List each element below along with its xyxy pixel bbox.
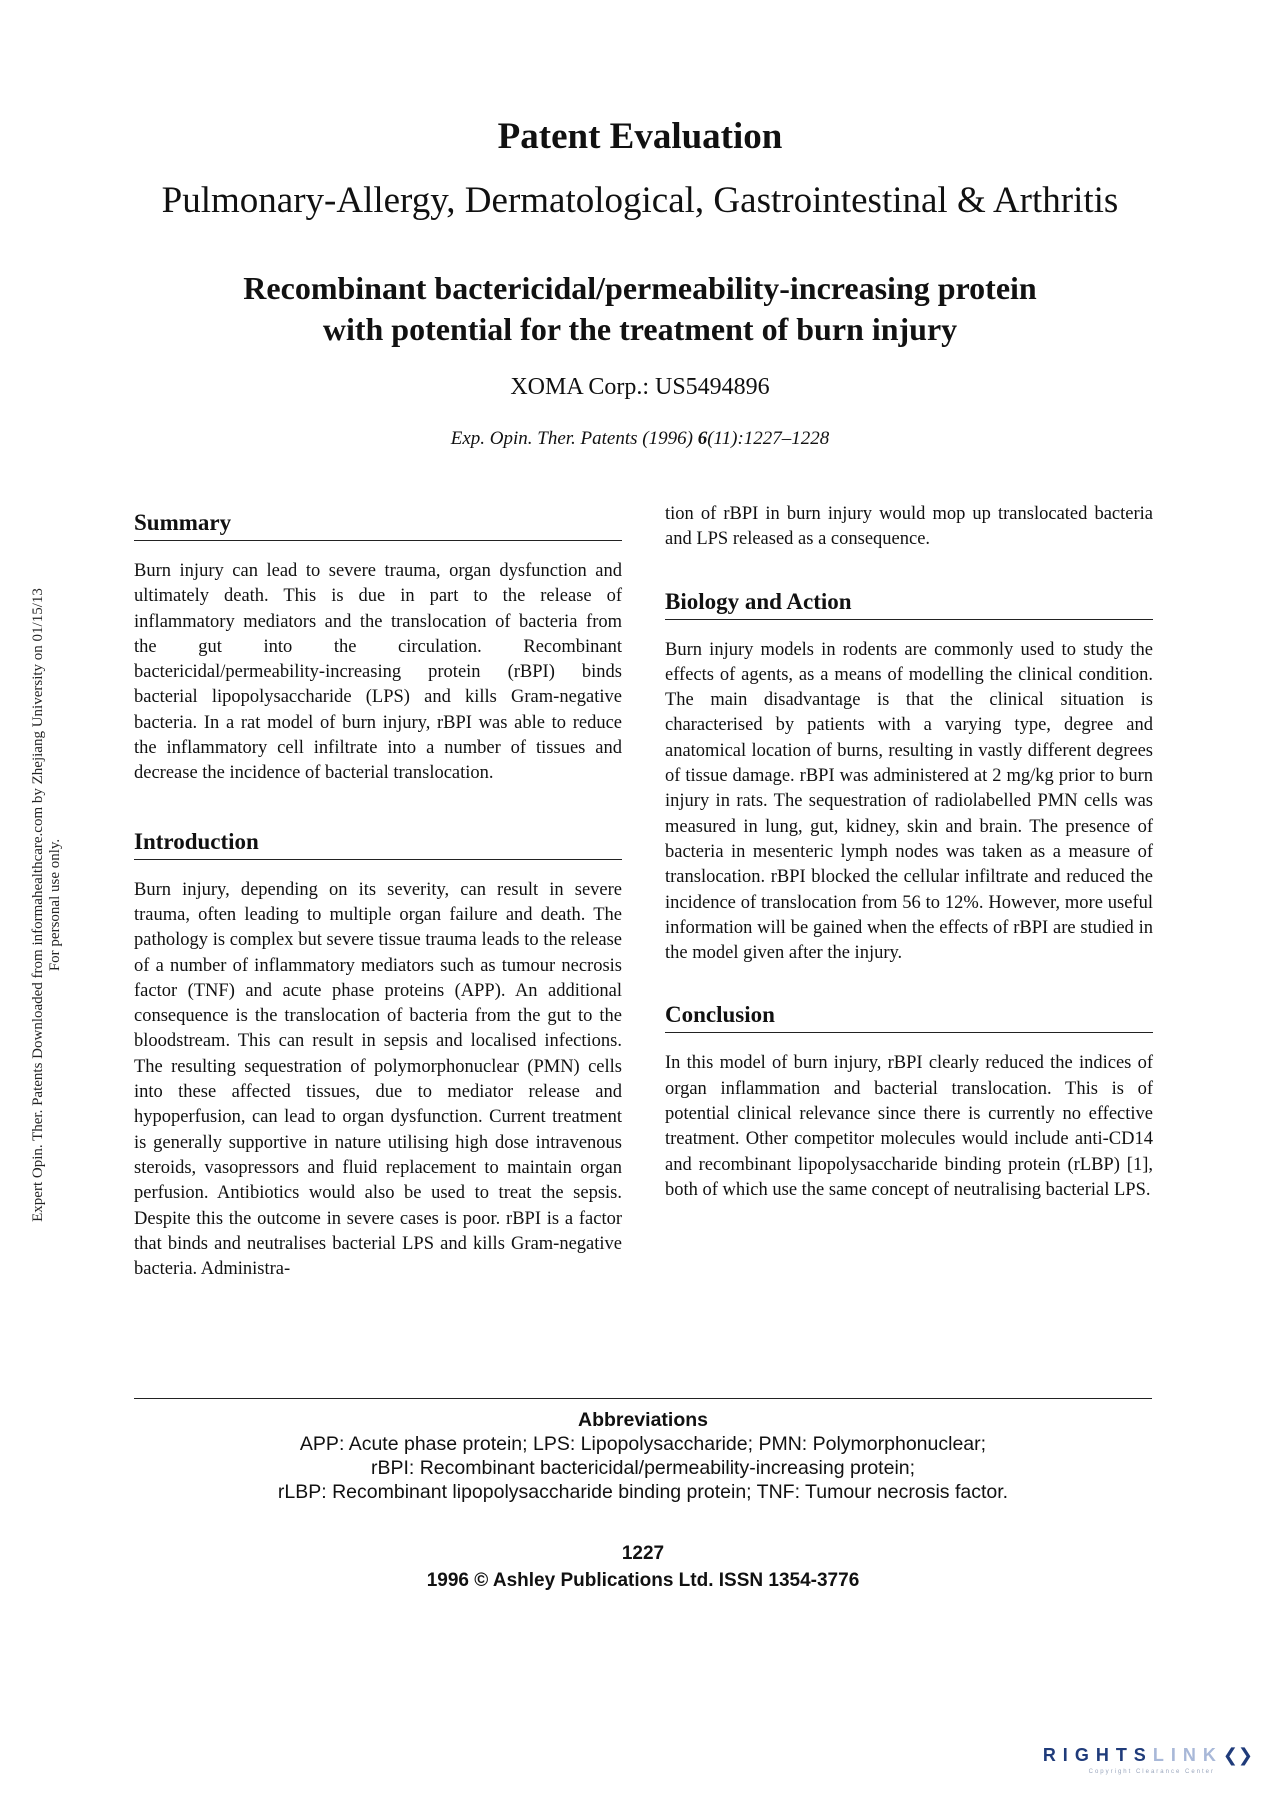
page-footer bbox=[134, 1540, 1152, 1594]
section-subtitle: Pulmonary-Allergy, Dermatological, Gastrointestinal & Arthritis bbox=[161, 180, 1119, 221]
conclusion-text: In this model of burn injury, rBPI clearly reduced the indices of organ inflammation and bacterial translocation. This is of potential clinical relevance since there is currently no effective treatment. Other competitor molecules would include anti-CD14 and recombinant lipopolysaccharide binding protein (rLBP) [1], both of which use the same concept of neutralising bacterial LPS. bbox=[665, 1053, 1153, 1200]
introduction-text: Burn injury, depending on its severity, can result in severe trauma, often leading to multiple organ failure and death. The pathology is complex but severe tissue trauma leads to the release of a number of inflammatory mediators such as tumour necrosis factor (TNF) and acute phase proteins (APP). An additional consequence is the translocation of bacteria from the gut to the bloodstream. This can result in sepsis and localised infections. The resulting sequestration of polymorphonuclear (PMN) cells into these affected tissues, due to mediator release and hypoperfusion, can lead to organ dysfunction. Current treatment is generally supportive in nature utilising high dose intravenous steroids, vasopressors and fluid replacement to maintain organ perfusion. Antibiotics would also be used to treat the sepsis. Despite this the outcome in severe cases is poor. rBPI is a factor that binds and neutralises bacterial LPS and kills Gram-negative bacteria. Administra- bbox=[134, 879, 622, 1280]
abbreviations-heading: Abbreviations bbox=[577, 1409, 709, 1431]
left-column bbox=[134, 508, 622, 1322]
article-title-line-1: Recombinant bactericidal/permeability-increasing protein bbox=[243, 270, 1037, 306]
watermark-line-1: Expert Opin. Ther. Patents Downloaded from informahealthcare.com by Zhejiang University on 01/15/13 bbox=[30, 588, 46, 1222]
page-number: 1227 bbox=[621, 1543, 665, 1564]
biology-heading: Biology and Action bbox=[665, 587, 1153, 620]
abbreviations-line-3: rLBP: Recombinant lipopolysaccharide binding protein; TNF: Tumour necrosis factor. bbox=[277, 1481, 1009, 1503]
rightslink-logo[interactable] bbox=[1043, 1745, 1253, 1766]
patent-company: XOMA Corp.: US5494896 bbox=[510, 374, 770, 400]
right-column bbox=[665, 504, 1153, 1237]
abbreviations-line-2: rBPI: Recombinant bactericidal/permeability-increasing protein; bbox=[370, 1457, 916, 1479]
citation-journal: Exp. Opin. Ther. Patents bbox=[450, 428, 638, 449]
citation-volume: 6 bbox=[697, 428, 708, 449]
abbreviations-divider bbox=[134, 1398, 1152, 1399]
download-watermark bbox=[30, 545, 64, 1265]
section-header bbox=[130, 116, 1150, 222]
rightslink-arrow-icon: ❮❯ bbox=[1222, 1745, 1253, 1765]
rightslink-link-text: LINK bbox=[1152, 1745, 1223, 1765]
rightslink-rights-text: RIGHTS bbox=[1042, 1745, 1153, 1765]
watermark-line-2: For personal use only. bbox=[47, 838, 63, 972]
citation-year: (1996) bbox=[637, 428, 698, 449]
introduction-continued-text: tion of rBPI in burn injury would mop up translocated bacteria and LPS released as a consequence. bbox=[665, 504, 1153, 550]
article-title bbox=[130, 268, 1150, 350]
section-label: Patent Evaluation bbox=[497, 116, 783, 157]
abbreviations-box bbox=[134, 1408, 1152, 1504]
abbreviations-line-1: APP: Acute phase protein; LPS: Lipopolysaccharide; PMN: Polymorphonuclear; bbox=[299, 1433, 987, 1455]
introduction-heading: Introduction bbox=[134, 827, 622, 860]
biology-text: Burn injury models in rodents are commonly used to study the effects of agents, as a means of modelling the clinical condition. The main disadvantage is that the clinical situation is characterised by patients with a varying type, degree and anatomical location of burns, resulting in vastly different degrees of tissue damage. rBPI was administered at 2 mg/kg prior to burn injury in rats. The sequestration of radiolabelled PMN cells was measured in lung, gut, kidney, skin and brain. The presence of bacteria in mesenteric lymph nodes was taken as a measure of translocation. rBPI blocked the cellular infiltrate and reduced the incidence of translocation from 56 to 12%. However, more useful information will be gained when the effects of rBPI are studied in the model given after the injury. bbox=[665, 639, 1153, 964]
rightslink-tagline: Copyright Clearance Center bbox=[1088, 1769, 1215, 1775]
copyright-line: 1996 © Ashley Publications Ltd. ISSN 1354-3776 bbox=[426, 1570, 860, 1591]
citation bbox=[130, 427, 1150, 451]
summary-text: Burn injury can lead to severe trauma, organ dysfunction and ultimately death. This is due in part to the release of inflammatory mediators and the translocation of bacteria from the gut into the circulation. Recombinant bactericidal/permeability-increasing protein (rBPI) binds bacterial lipopolysaccharide (LPS) and kills Gram-negative bacteria. In a rat model of burn injury, rBPI was able to reduce the inflammatory cell infiltrate into a number of tissues and decrease the incidence of bacterial translocation. bbox=[134, 561, 622, 784]
article-title-line-2: with potential for the treatment of burn injury bbox=[322, 311, 958, 347]
citation-pages: (11):1227–1228 bbox=[707, 428, 830, 449]
summary-heading: Summary bbox=[134, 508, 622, 541]
conclusion-heading: Conclusion bbox=[665, 1000, 1153, 1033]
